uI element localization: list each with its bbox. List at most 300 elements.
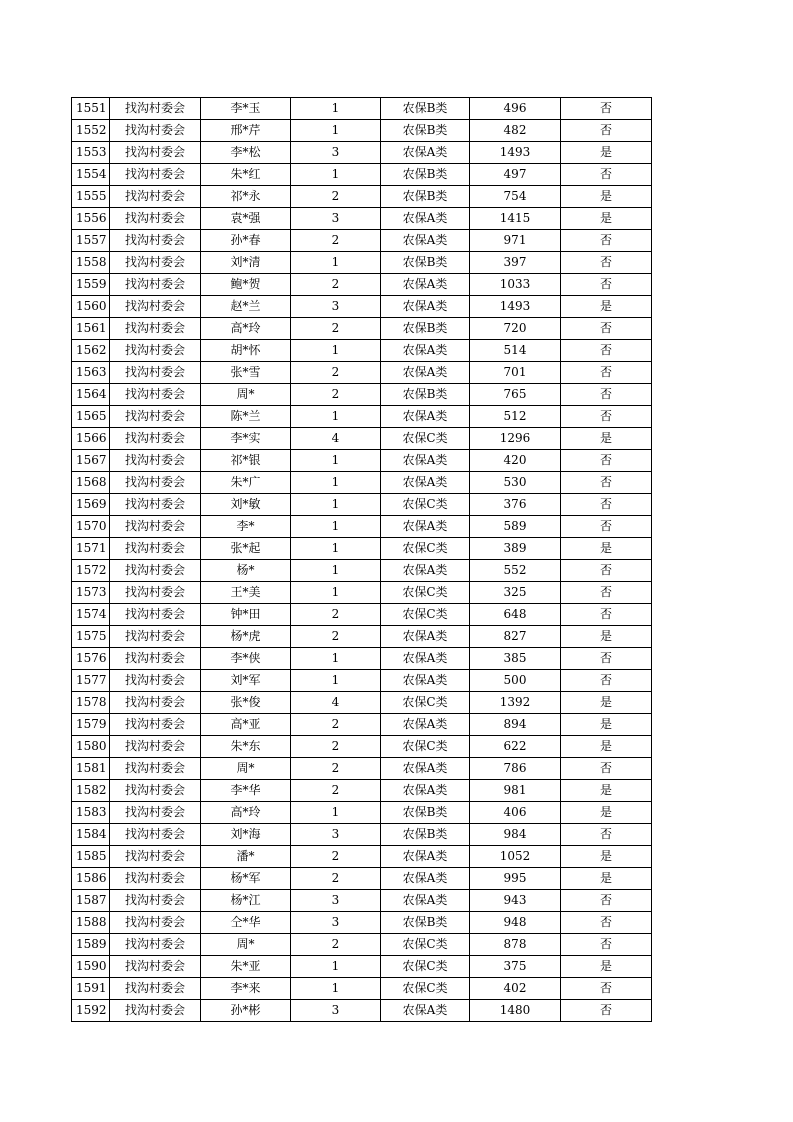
table-row <box>72 384 652 406</box>
flag-cell: 否 <box>561 1000 652 1022</box>
category-cell: 农保C类 <box>381 736 470 758</box>
household-size-cell: 2 <box>291 868 381 890</box>
category-cell: 农保A类 <box>381 516 470 538</box>
row-number-cell: 1583 <box>72 802 110 824</box>
household-size-cell: 1 <box>291 494 381 516</box>
row-number-cell: 1590 <box>72 956 110 978</box>
village-cell: 找沟村委会 <box>110 626 201 648</box>
household-size-cell: 1 <box>291 978 381 1000</box>
category-cell: 农保A类 <box>381 670 470 692</box>
category-cell: 农保B类 <box>381 98 470 120</box>
amount-cell: 648 <box>470 604 561 626</box>
flag-cell: 是 <box>561 142 652 164</box>
name-cell: 李*玉 <box>201 98 291 120</box>
amount-cell: 325 <box>470 582 561 604</box>
amount-cell: 943 <box>470 890 561 912</box>
amount-cell: 512 <box>470 406 561 428</box>
row-number-cell: 1588 <box>72 912 110 934</box>
category-cell: 农保C类 <box>381 494 470 516</box>
name-cell: 刘*海 <box>201 824 291 846</box>
flag-cell: 否 <box>561 978 652 1000</box>
household-size-cell: 2 <box>291 318 381 340</box>
name-cell: 李*华 <box>201 780 291 802</box>
village-cell: 找沟村委会 <box>110 912 201 934</box>
amount-cell: 1493 <box>470 142 561 164</box>
category-cell: 农保C类 <box>381 692 470 714</box>
category-cell: 农保B类 <box>381 120 470 142</box>
household-size-cell: 3 <box>291 142 381 164</box>
amount-cell: 406 <box>470 802 561 824</box>
table-row <box>72 802 652 824</box>
village-cell: 找沟村委会 <box>110 406 201 428</box>
flag-cell: 是 <box>561 802 652 824</box>
row-number-cell: 1556 <box>72 208 110 230</box>
village-cell: 找沟村委会 <box>110 450 201 472</box>
amount-cell: 754 <box>470 186 561 208</box>
category-cell: 农保A类 <box>381 714 470 736</box>
row-number-cell: 1563 <box>72 362 110 384</box>
row-number-cell: 1592 <box>72 1000 110 1022</box>
row-number-cell: 1558 <box>72 252 110 274</box>
table-row <box>72 208 652 230</box>
row-number-cell: 1582 <box>72 780 110 802</box>
village-cell: 找沟村委会 <box>110 252 201 274</box>
household-size-cell: 1 <box>291 120 381 142</box>
name-cell: 朱*亚 <box>201 956 291 978</box>
village-cell: 找沟村委会 <box>110 186 201 208</box>
name-cell: 杨*军 <box>201 868 291 890</box>
category-cell: 农保A类 <box>381 890 470 912</box>
row-number-cell: 1552 <box>72 120 110 142</box>
flag-cell: 否 <box>561 450 652 472</box>
name-cell: 李*来 <box>201 978 291 1000</box>
flag-cell: 否 <box>561 384 652 406</box>
amount-cell: 1033 <box>470 274 561 296</box>
name-cell: 李* <box>201 516 291 538</box>
name-cell: 李*侠 <box>201 648 291 670</box>
household-size-cell: 3 <box>291 824 381 846</box>
amount-cell: 765 <box>470 384 561 406</box>
category-cell: 农保A类 <box>381 450 470 472</box>
household-size-cell: 1 <box>291 670 381 692</box>
amount-cell: 402 <box>470 978 561 1000</box>
category-cell: 农保B类 <box>381 912 470 934</box>
household-size-cell: 1 <box>291 560 381 582</box>
household-size-cell: 4 <box>291 692 381 714</box>
flag-cell: 是 <box>561 296 652 318</box>
amount-cell: 995 <box>470 868 561 890</box>
flag-cell: 否 <box>561 824 652 846</box>
flag-cell: 是 <box>561 736 652 758</box>
amount-cell: 622 <box>470 736 561 758</box>
table-row <box>72 494 652 516</box>
category-cell: 农保B类 <box>381 318 470 340</box>
name-cell: 胡*怀 <box>201 340 291 362</box>
amount-cell: 482 <box>470 120 561 142</box>
name-cell: 王*美 <box>201 582 291 604</box>
category-cell: 农保B类 <box>381 186 470 208</box>
row-number-cell: 1587 <box>72 890 110 912</box>
name-cell: 高*玲 <box>201 802 291 824</box>
household-size-cell: 2 <box>291 758 381 780</box>
amount-cell: 500 <box>470 670 561 692</box>
table-row <box>72 340 652 362</box>
village-cell: 找沟村委会 <box>110 736 201 758</box>
name-cell: 李*实 <box>201 428 291 450</box>
village-cell: 找沟村委会 <box>110 120 201 142</box>
row-number-cell: 1560 <box>72 296 110 318</box>
category-cell: 农保B类 <box>381 384 470 406</box>
amount-cell: 376 <box>470 494 561 516</box>
amount-cell: 514 <box>470 340 561 362</box>
household-size-cell: 1 <box>291 98 381 120</box>
village-cell: 找沟村委会 <box>110 472 201 494</box>
row-number-cell: 1559 <box>72 274 110 296</box>
name-cell: 周* <box>201 384 291 406</box>
name-cell: 孙*彬 <box>201 1000 291 1022</box>
name-cell: 周* <box>201 934 291 956</box>
category-cell: 农保B类 <box>381 802 470 824</box>
amount-cell: 894 <box>470 714 561 736</box>
village-cell: 找沟村委会 <box>110 648 201 670</box>
amount-cell: 1493 <box>470 296 561 318</box>
table-row <box>72 1000 652 1022</box>
table-row <box>72 560 652 582</box>
flag-cell: 是 <box>561 626 652 648</box>
village-cell: 找沟村委会 <box>110 978 201 1000</box>
flag-cell: 否 <box>561 340 652 362</box>
household-size-cell: 1 <box>291 340 381 362</box>
category-cell: 农保A类 <box>381 780 470 802</box>
flag-cell: 否 <box>561 252 652 274</box>
table-row <box>72 230 652 252</box>
name-cell: 钟*田 <box>201 604 291 626</box>
village-cell: 找沟村委会 <box>110 362 201 384</box>
village-cell: 找沟村委会 <box>110 582 201 604</box>
table-row <box>72 120 652 142</box>
name-cell: 朱*红 <box>201 164 291 186</box>
row-number-cell: 1568 <box>72 472 110 494</box>
table-row <box>72 296 652 318</box>
flag-cell: 是 <box>561 714 652 736</box>
amount-cell: 1392 <box>470 692 561 714</box>
village-cell: 找沟村委会 <box>110 868 201 890</box>
category-cell: 农保A类 <box>381 868 470 890</box>
household-size-cell: 2 <box>291 362 381 384</box>
category-cell: 农保A类 <box>381 846 470 868</box>
flag-cell: 是 <box>561 692 652 714</box>
name-cell: 朱*东 <box>201 736 291 758</box>
table-row <box>72 406 652 428</box>
flag-cell: 是 <box>561 428 652 450</box>
amount-cell: 948 <box>470 912 561 934</box>
flag-cell: 否 <box>561 120 652 142</box>
row-number-cell: 1571 <box>72 538 110 560</box>
name-cell: 潘* <box>201 846 291 868</box>
household-size-cell: 2 <box>291 384 381 406</box>
category-cell: 农保C类 <box>381 428 470 450</box>
row-number-cell: 1555 <box>72 186 110 208</box>
category-cell: 农保A类 <box>381 230 470 252</box>
name-cell: 李*松 <box>201 142 291 164</box>
amount-cell: 589 <box>470 516 561 538</box>
household-size-cell: 1 <box>291 582 381 604</box>
table-row <box>72 516 652 538</box>
row-number-cell: 1561 <box>72 318 110 340</box>
table-row <box>72 428 652 450</box>
row-number-cell: 1576 <box>72 648 110 670</box>
flag-cell: 是 <box>561 868 652 890</box>
village-cell: 找沟村委会 <box>110 670 201 692</box>
row-number-cell: 1578 <box>72 692 110 714</box>
household-size-cell: 1 <box>291 802 381 824</box>
village-cell: 找沟村委会 <box>110 560 201 582</box>
row-number-cell: 1575 <box>72 626 110 648</box>
amount-cell: 878 <box>470 934 561 956</box>
amount-cell: 552 <box>470 560 561 582</box>
amount-cell: 385 <box>470 648 561 670</box>
flag-cell: 是 <box>561 208 652 230</box>
amount-cell: 1052 <box>470 846 561 868</box>
village-cell: 找沟村委会 <box>110 428 201 450</box>
household-size-cell: 2 <box>291 780 381 802</box>
amount-cell: 375 <box>470 956 561 978</box>
amount-cell: 827 <box>470 626 561 648</box>
row-number-cell: 1567 <box>72 450 110 472</box>
row-number-cell: 1564 <box>72 384 110 406</box>
household-size-cell: 3 <box>291 912 381 934</box>
row-number-cell: 1580 <box>72 736 110 758</box>
household-size-cell: 2 <box>291 934 381 956</box>
row-number-cell: 1565 <box>72 406 110 428</box>
row-number-cell: 1562 <box>72 340 110 362</box>
category-cell: 农保C类 <box>381 978 470 1000</box>
category-cell: 农保A类 <box>381 472 470 494</box>
amount-cell: 389 <box>470 538 561 560</box>
category-cell: 农保A类 <box>381 560 470 582</box>
flag-cell: 否 <box>561 274 652 296</box>
household-size-cell: 1 <box>291 538 381 560</box>
village-cell: 找沟村委会 <box>110 890 201 912</box>
household-size-cell: 1 <box>291 450 381 472</box>
row-number-cell: 1557 <box>72 230 110 252</box>
flag-cell: 否 <box>561 230 652 252</box>
amount-cell: 1480 <box>470 1000 561 1022</box>
row-number-cell: 1585 <box>72 846 110 868</box>
category-cell: 农保C类 <box>381 956 470 978</box>
village-cell: 找沟村委会 <box>110 494 201 516</box>
amount-cell: 971 <box>470 230 561 252</box>
village-cell: 找沟村委会 <box>110 384 201 406</box>
village-cell: 找沟村委会 <box>110 296 201 318</box>
category-cell: 农保A类 <box>381 142 470 164</box>
village-cell: 找沟村委会 <box>110 1000 201 1022</box>
category-cell: 农保A类 <box>381 626 470 648</box>
row-number-cell: 1554 <box>72 164 110 186</box>
data-table <box>71 97 652 1022</box>
village-cell: 找沟村委会 <box>110 824 201 846</box>
table-row <box>72 846 652 868</box>
village-cell: 找沟村委会 <box>110 604 201 626</box>
row-number-cell: 1553 <box>72 142 110 164</box>
flag-cell: 否 <box>561 758 652 780</box>
category-cell: 农保A类 <box>381 1000 470 1022</box>
row-number-cell: 1574 <box>72 604 110 626</box>
table-row <box>72 98 652 120</box>
household-size-cell: 2 <box>291 736 381 758</box>
amount-cell: 786 <box>470 758 561 780</box>
category-cell: 农保B类 <box>381 252 470 274</box>
household-size-cell: 1 <box>291 406 381 428</box>
village-cell: 找沟村委会 <box>110 164 201 186</box>
table-row <box>72 472 652 494</box>
name-cell: 朱*广 <box>201 472 291 494</box>
table-row <box>72 758 652 780</box>
category-cell: 农保C类 <box>381 604 470 626</box>
table-row <box>72 450 652 472</box>
name-cell: 高*亚 <box>201 714 291 736</box>
row-number-cell: 1569 <box>72 494 110 516</box>
flag-cell: 否 <box>561 516 652 538</box>
village-cell: 找沟村委会 <box>110 340 201 362</box>
row-number-cell: 1591 <box>72 978 110 1000</box>
table-row <box>72 978 652 1000</box>
household-size-cell: 2 <box>291 604 381 626</box>
table-row <box>72 252 652 274</box>
village-cell: 找沟村委会 <box>110 230 201 252</box>
flag-cell: 否 <box>561 648 652 670</box>
flag-cell: 否 <box>561 164 652 186</box>
flag-cell: 否 <box>561 912 652 934</box>
village-cell: 找沟村委会 <box>110 780 201 802</box>
village-cell: 找沟村委会 <box>110 516 201 538</box>
village-cell: 找沟村委会 <box>110 98 201 120</box>
table-row <box>72 670 652 692</box>
table-row <box>72 626 652 648</box>
village-cell: 找沟村委会 <box>110 538 201 560</box>
village-cell: 找沟村委会 <box>110 274 201 296</box>
village-cell: 找沟村委会 <box>110 714 201 736</box>
table-row <box>72 824 652 846</box>
name-cell: 祁*永 <box>201 186 291 208</box>
amount-cell: 984 <box>470 824 561 846</box>
table-row <box>72 692 652 714</box>
amount-cell: 981 <box>470 780 561 802</box>
flag-cell: 否 <box>561 494 652 516</box>
name-cell: 张*雪 <box>201 362 291 384</box>
name-cell: 杨* <box>201 560 291 582</box>
name-cell: 刘*敏 <box>201 494 291 516</box>
row-number-cell: 1577 <box>72 670 110 692</box>
row-number-cell: 1551 <box>72 98 110 120</box>
amount-cell: 530 <box>470 472 561 494</box>
category-cell: 农保A类 <box>381 362 470 384</box>
table-row <box>72 538 652 560</box>
name-cell: 孙*春 <box>201 230 291 252</box>
table-row <box>72 780 652 802</box>
row-number-cell: 1572 <box>72 560 110 582</box>
name-cell: 高*玲 <box>201 318 291 340</box>
village-cell: 找沟村委会 <box>110 846 201 868</box>
flag-cell: 否 <box>561 582 652 604</box>
row-number-cell: 1589 <box>72 934 110 956</box>
household-size-cell: 1 <box>291 648 381 670</box>
table-row <box>72 582 652 604</box>
flag-cell: 是 <box>561 956 652 978</box>
category-cell: 农保B类 <box>381 824 470 846</box>
flag-cell: 是 <box>561 186 652 208</box>
household-size-cell: 2 <box>291 846 381 868</box>
household-size-cell: 1 <box>291 164 381 186</box>
row-number-cell: 1586 <box>72 868 110 890</box>
name-cell: 周* <box>201 758 291 780</box>
name-cell: 邢*芹 <box>201 120 291 142</box>
table-row <box>72 274 652 296</box>
amount-cell: 1415 <box>470 208 561 230</box>
name-cell: 刘*军 <box>201 670 291 692</box>
name-cell: 杨*虎 <box>201 626 291 648</box>
row-number-cell: 1581 <box>72 758 110 780</box>
village-cell: 找沟村委会 <box>110 208 201 230</box>
category-cell: 农保B类 <box>381 164 470 186</box>
flag-cell: 否 <box>561 934 652 956</box>
flag-cell: 是 <box>561 846 652 868</box>
table-row <box>72 648 652 670</box>
flag-cell: 否 <box>561 318 652 340</box>
amount-cell: 496 <box>470 98 561 120</box>
category-cell: 农保A类 <box>381 340 470 362</box>
name-cell: 鲍*贺 <box>201 274 291 296</box>
household-size-cell: 3 <box>291 890 381 912</box>
table-row <box>72 934 652 956</box>
village-cell: 找沟村委会 <box>110 692 201 714</box>
household-size-cell: 2 <box>291 186 381 208</box>
table-row <box>72 164 652 186</box>
flag-cell: 否 <box>561 560 652 582</box>
household-size-cell: 1 <box>291 472 381 494</box>
flag-cell: 否 <box>561 362 652 384</box>
table-row <box>72 912 652 934</box>
household-size-cell: 2 <box>291 274 381 296</box>
category-cell: 农保A类 <box>381 274 470 296</box>
name-cell: 赵*兰 <box>201 296 291 318</box>
flag-cell: 是 <box>561 538 652 560</box>
category-cell: 农保C类 <box>381 582 470 604</box>
row-number-cell: 1573 <box>72 582 110 604</box>
village-cell: 找沟村委会 <box>110 142 201 164</box>
amount-cell: 497 <box>470 164 561 186</box>
category-cell: 农保A类 <box>381 296 470 318</box>
household-size-cell: 1 <box>291 956 381 978</box>
row-number-cell: 1566 <box>72 428 110 450</box>
table-row <box>72 362 652 384</box>
amount-cell: 720 <box>470 318 561 340</box>
household-size-cell: 3 <box>291 296 381 318</box>
table-row <box>72 890 652 912</box>
name-cell: 张*起 <box>201 538 291 560</box>
household-size-cell: 2 <box>291 714 381 736</box>
household-size-cell: 3 <box>291 1000 381 1022</box>
table-row <box>72 186 652 208</box>
category-cell: 农保A类 <box>381 406 470 428</box>
table-row <box>72 868 652 890</box>
amount-cell: 1296 <box>470 428 561 450</box>
village-cell: 找沟村委会 <box>110 934 201 956</box>
village-cell: 找沟村委会 <box>110 956 201 978</box>
table-row <box>72 604 652 626</box>
household-size-cell: 2 <box>291 230 381 252</box>
name-cell: 陈*兰 <box>201 406 291 428</box>
